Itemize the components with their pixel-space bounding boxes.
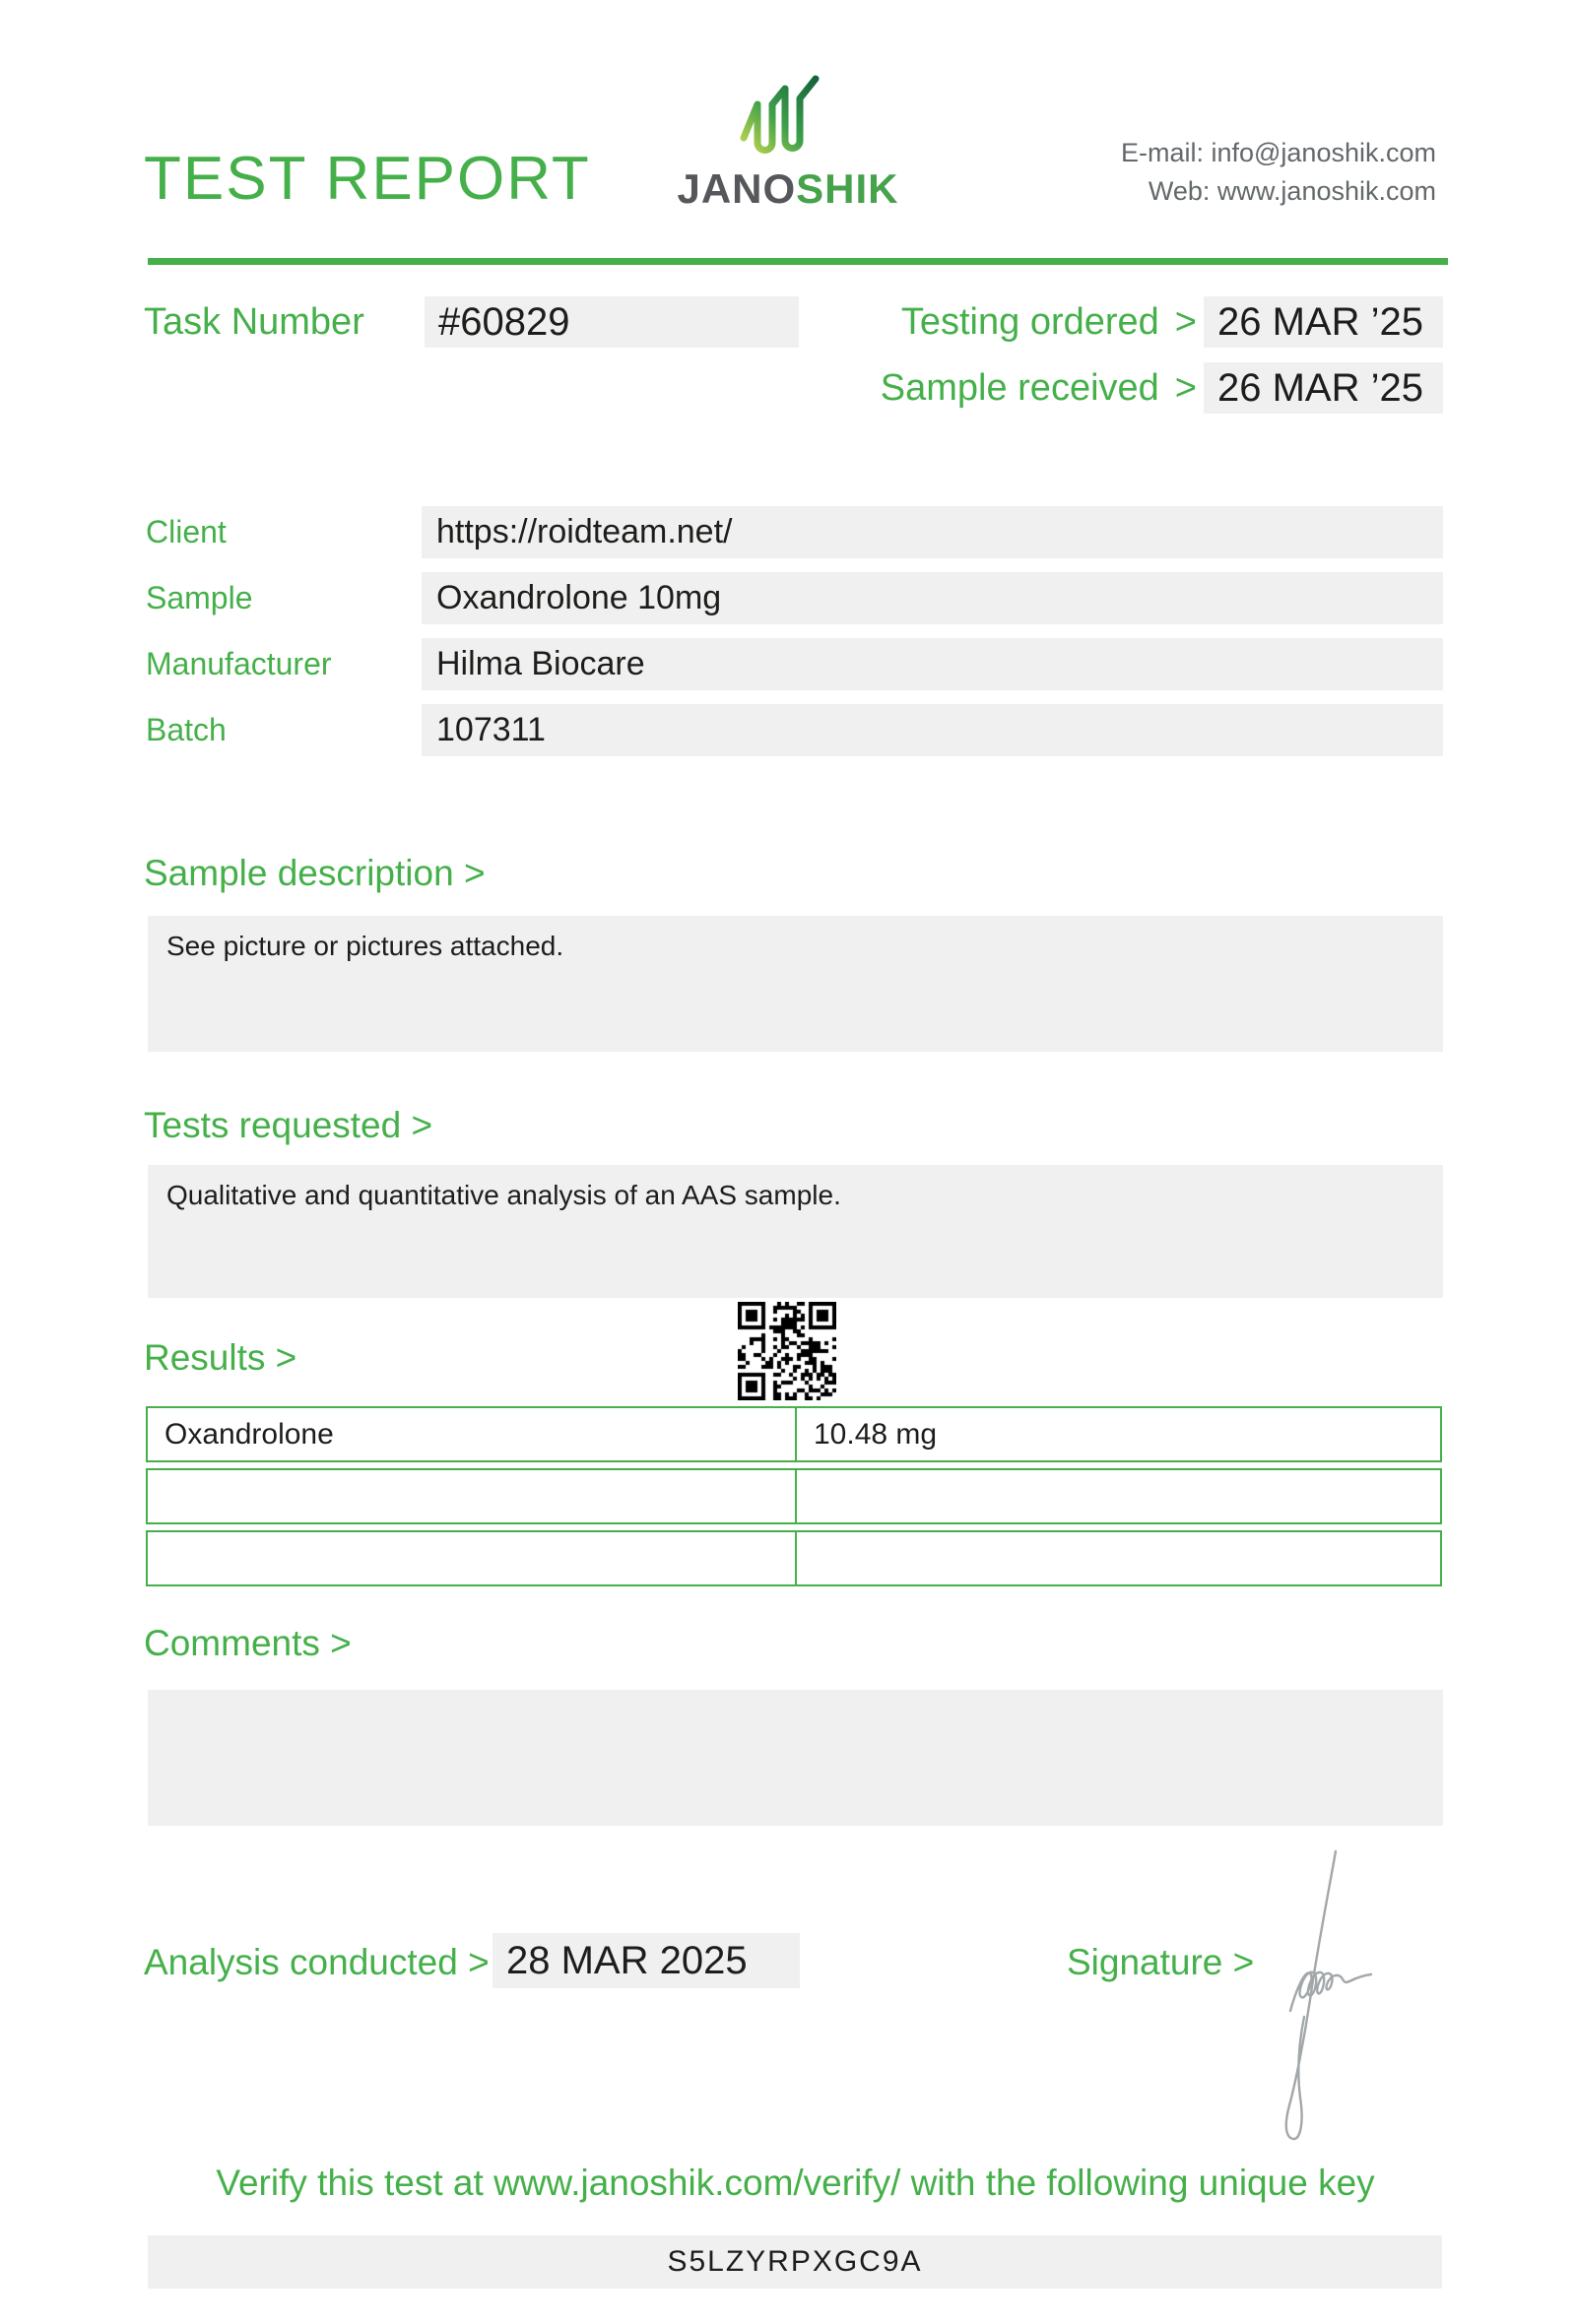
brand-name-left: JANO (677, 165, 797, 212)
chevron-right-icon: > (1174, 301, 1197, 343)
sample-value: Oxandrolone 10mg (422, 572, 1443, 624)
testing-ordered-label: Testing ordered (900, 301, 1159, 343)
contact-info (1121, 134, 1436, 211)
tests-requested-box (148, 1165, 1443, 1298)
task-number-value: #60829 (425, 296, 799, 348)
contact-email: E-mail: info@janoshik.com (1120, 138, 1436, 167)
batch-label: Batch (146, 712, 227, 747)
sample-description-box (148, 916, 1443, 1052)
brand-name-right: SHIK (796, 165, 899, 212)
tests-requested-heading: Tests requested > (144, 1105, 433, 1145)
chevron-right-icon: > (1174, 367, 1197, 409)
testing-ordered-value: 26 MAR ’25 (1204, 296, 1443, 348)
testing-ordered-row (882, 301, 1197, 344)
result-amount-cell (797, 1532, 1440, 1584)
tests-requested-text: Qualitative and quantitative analysis of an AAS sample. (166, 1180, 841, 1210)
verify-instruction: Verify this test at www.janoshik.com/verify/ with the following unique key (216, 2163, 1375, 2203)
signature (1273, 1843, 1411, 2149)
page-title: TEST REPORT (144, 145, 591, 213)
sample-label: Sample (146, 580, 253, 615)
results-heading: Results > (144, 1337, 297, 1378)
detail-row-client (144, 506, 1443, 558)
results-table-row (146, 1530, 1442, 1586)
header-divider (148, 258, 1448, 265)
result-analyte-cell (148, 1470, 797, 1522)
detail-row-sample (144, 572, 1443, 624)
results-table-row (146, 1468, 1442, 1524)
manufacturer-value: Hilma Biocare (422, 638, 1443, 690)
manufacturer-label: Manufacturer (146, 646, 332, 681)
analysis-conducted-label: Analysis conducted > (144, 1942, 490, 1982)
comments-box (148, 1690, 1443, 1826)
client-value: https://roidteam.net/ (422, 506, 1443, 558)
brand-name (676, 165, 900, 213)
results-table-row (146, 1406, 1442, 1462)
qr-code (738, 1302, 836, 1400)
signature-label: Signature > (1067, 1942, 1255, 1982)
janoshik-chart-icon (733, 75, 843, 165)
result-amount-cell: 10.48 mg (814, 1417, 938, 1451)
result-analyte-cell (148, 1532, 797, 1584)
sample-received-value: 26 MAR ’25 (1204, 362, 1443, 414)
detail-row-manufacturer (144, 638, 1443, 690)
result-amount-cell (797, 1470, 1440, 1522)
detail-row-batch (144, 704, 1443, 756)
janoshik-logo (676, 75, 900, 213)
sample-description-text: See picture or pictures attached. (166, 931, 564, 961)
result-analyte-cell: Oxandrolone (148, 1408, 797, 1460)
task-number-label: Task Number (144, 301, 364, 343)
contact-web: Web: www.janoshik.com (1148, 176, 1436, 206)
verify-key: S5LZYRPXGC9A (148, 2235, 1442, 2289)
batch-value: 107311 (422, 704, 1443, 756)
sample-received-row (882, 367, 1197, 410)
analysis-conducted-value: 28 MAR 2025 (492, 1933, 800, 1988)
client-label: Client (146, 514, 227, 549)
sample-received-label: Sample received (880, 367, 1159, 409)
comments-heading: Comments > (144, 1623, 352, 1663)
sample-description-heading: Sample description > (144, 853, 486, 893)
